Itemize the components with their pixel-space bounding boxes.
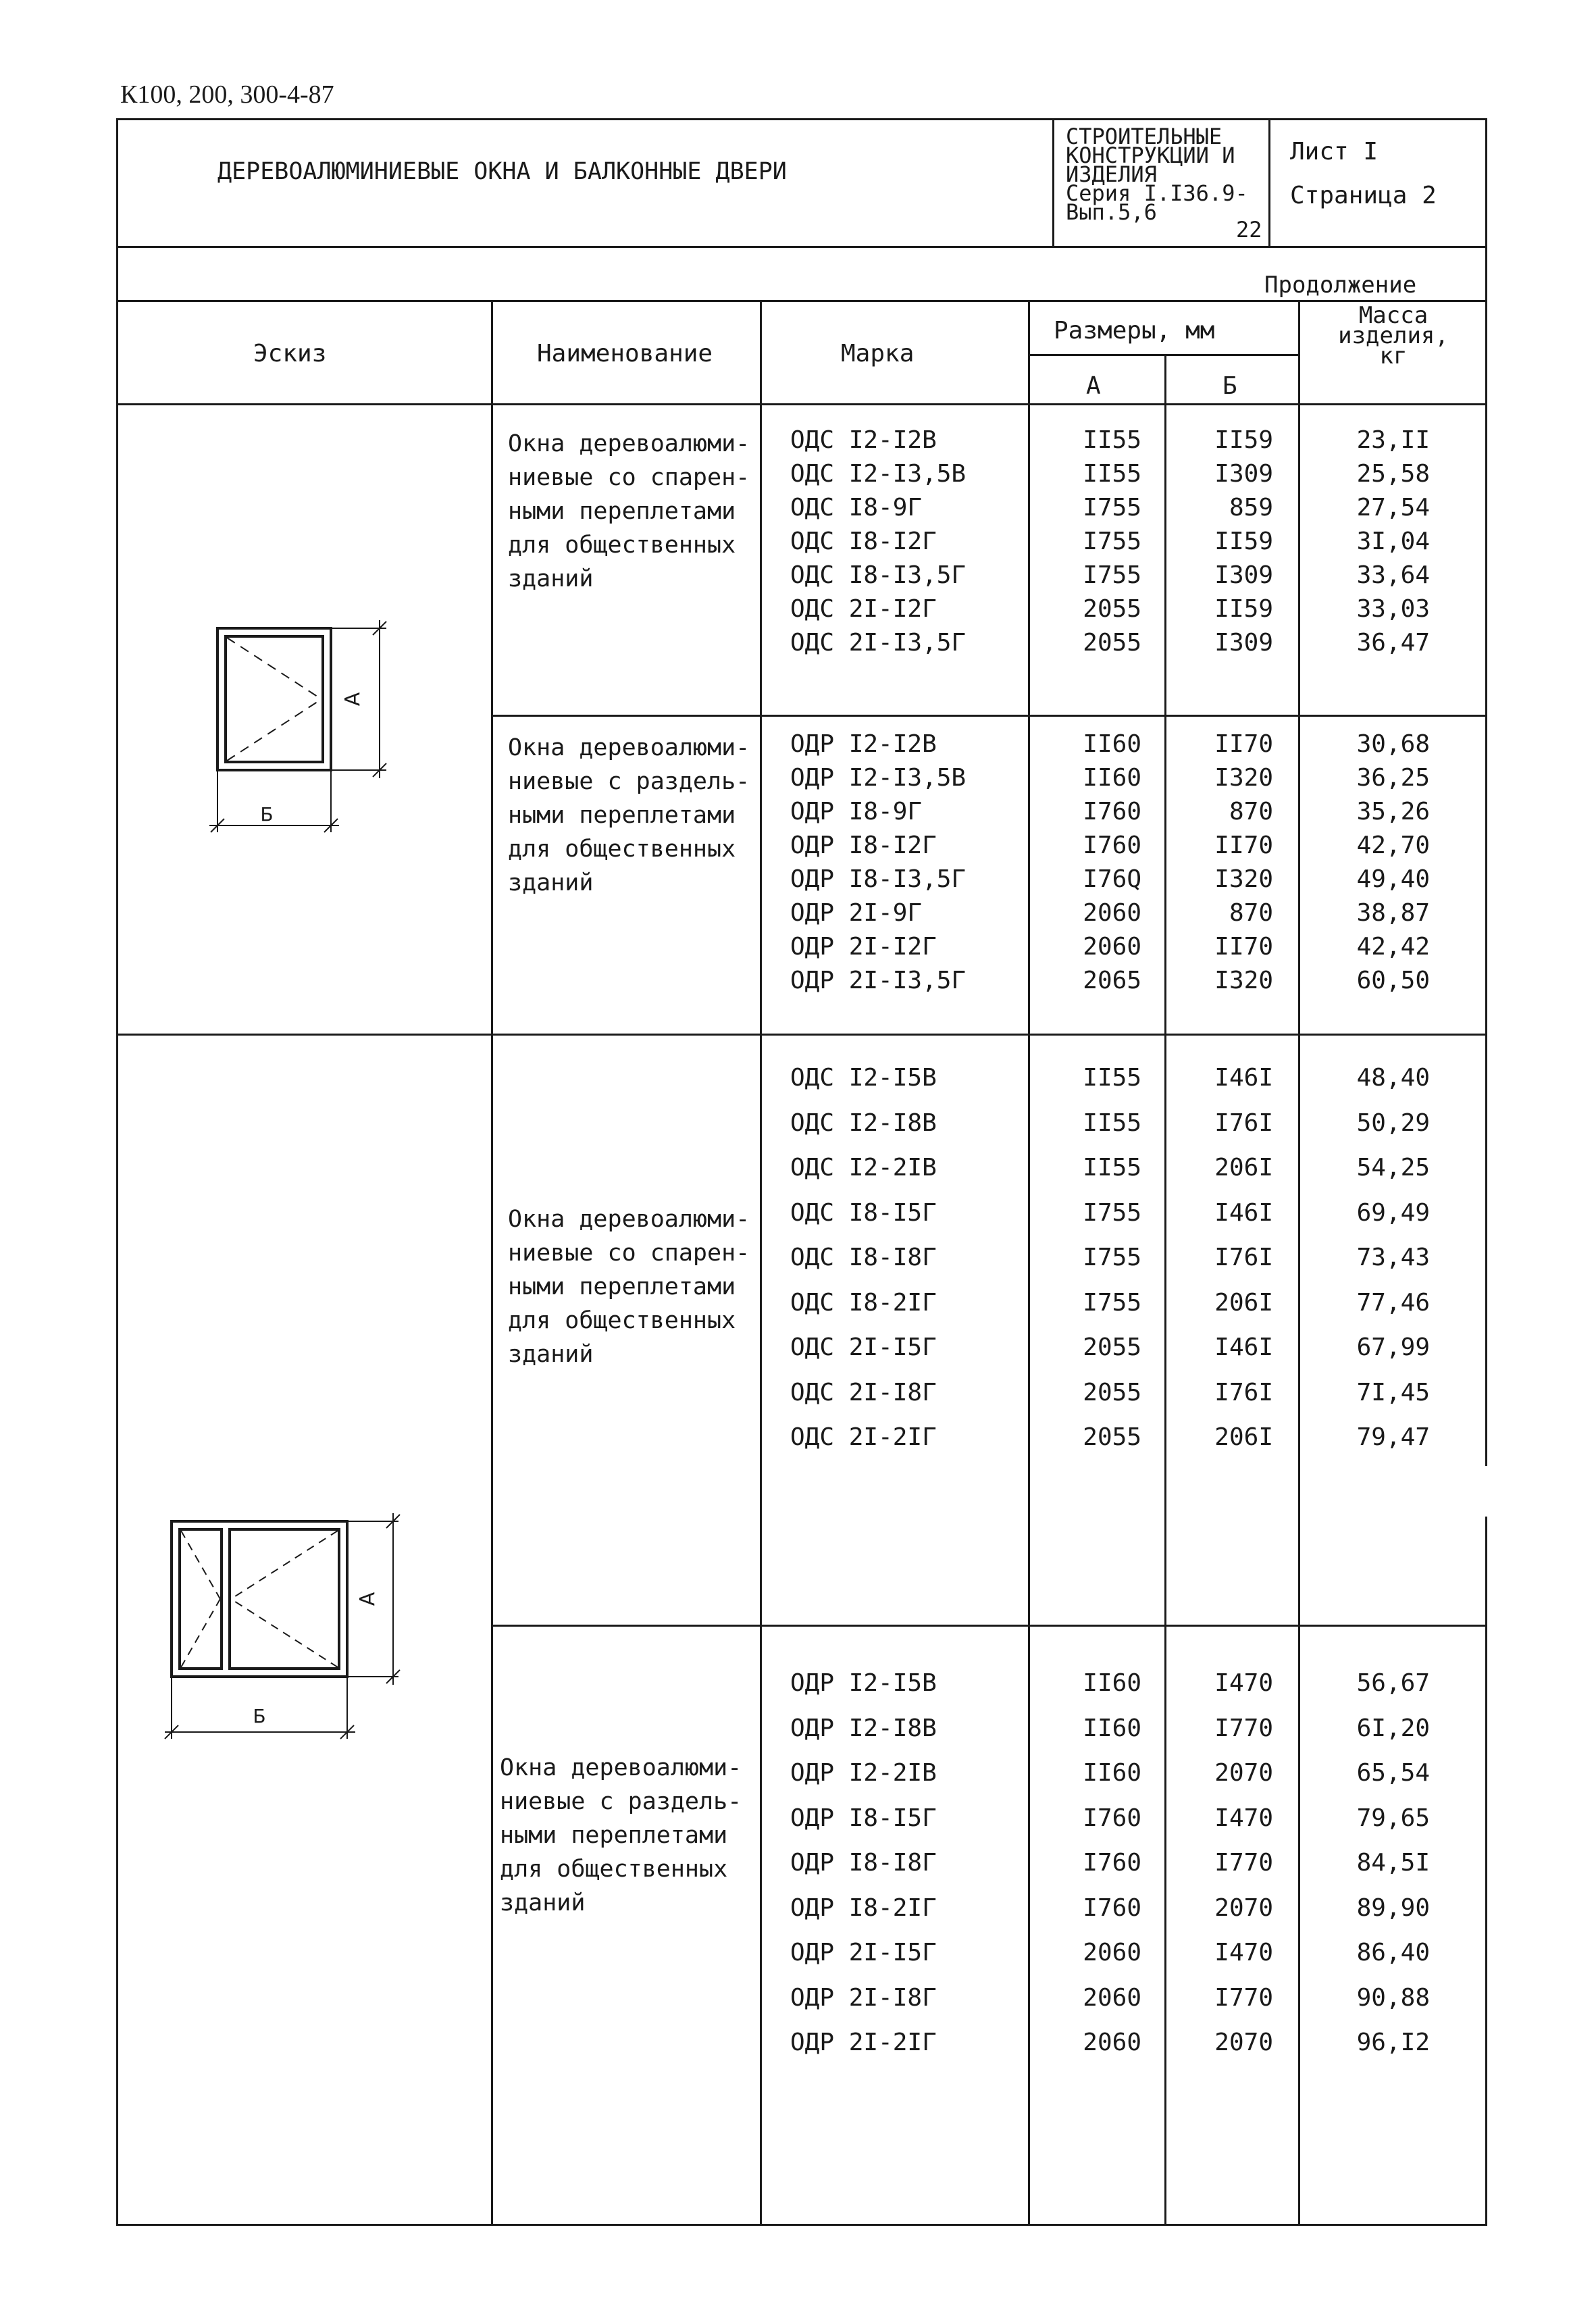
wide-sash [230, 1529, 339, 1669]
mark-cell: ОДР 2I-I3,5Г [790, 967, 967, 994]
mass-header-line-1: Масса [1358, 302, 1428, 329]
wide-dash-2 [231, 1599, 338, 1667]
mark-cell: ОДР I2-I5В [790, 1669, 937, 1697]
name-line: ниевые с раздель- [500, 1788, 742, 1815]
dim-label-b: Б [260, 803, 274, 825]
dim-label-a: А [356, 1592, 380, 1606]
mark-cell: ОДР 2I-I2Г [790, 933, 937, 961]
dim-a-cell: I760 [1083, 832, 1141, 859]
series-block [1066, 124, 1265, 225]
mass-cell: 23,II [1356, 426, 1430, 454]
mark-cell: ОДР I8-9Г [790, 798, 923, 825]
name-line: для общественных [508, 1307, 736, 1334]
dim-a-cell: 2055 [1083, 1333, 1141, 1361]
header-divider-2 [1268, 118, 1270, 247]
mark-cell: ОДС I2-I5В [790, 1064, 937, 1092]
mass-cell: 33,64 [1356, 561, 1430, 589]
name-line: ниевые со спарен- [508, 464, 750, 491]
mark-cell: ОДС I8-I3,5Г [790, 561, 967, 589]
dims-sub-line [1028, 354, 1299, 356]
dim-a-cell: I755 [1083, 494, 1141, 522]
dim-b-cell: II70 [1214, 832, 1273, 859]
name-line: зданий [500, 1889, 586, 1916]
mark-cell: ОДР 2I-9Г [790, 899, 923, 927]
dim-b-cell: 870 [1229, 798, 1273, 825]
opening-dash-1 [227, 638, 321, 699]
name-line: для общественных [500, 1856, 728, 1883]
dim-a-cell: I755 [1083, 561, 1141, 589]
mark-cell: ОДС 2I-I5Г [790, 1333, 937, 1361]
group-sep-1 [493, 715, 1487, 717]
dim-b-cell: 206I [1214, 1423, 1273, 1451]
mark-cell: ОДР I2-I2В [790, 730, 937, 758]
mark-cell: ОДС I2-I3,5В [790, 460, 967, 488]
col-header-mass [1302, 302, 1485, 370]
mark-cell: ОДС I8-9Г [790, 494, 923, 522]
mass-cell: 77,46 [1356, 1289, 1430, 1317]
col-line-mark [760, 300, 762, 2225]
name-line: ными переплетами [508, 802, 736, 829]
dim-b-cell: I76I [1214, 1244, 1273, 1271]
mass-cell: 30,68 [1356, 730, 1430, 758]
dim-a-cell: II55 [1083, 460, 1141, 488]
dim-a-cell: II60 [1083, 764, 1141, 792]
dim-b-cell: II70 [1214, 730, 1273, 758]
mark-cell: ОДР 2I-I5Г [790, 1939, 937, 1966]
dim-label-a: А [341, 692, 365, 707]
dim-b-cell: I46I [1214, 1199, 1273, 1227]
series-line-3: ИЗДЕЛИЯ [1066, 161, 1157, 187]
window-sash [226, 636, 323, 762]
mass-cell: 60,50 [1356, 967, 1430, 994]
document-code: К100, 200, 300-4-87 [120, 80, 334, 109]
name-line: ниевые со спарен- [508, 1240, 750, 1267]
dim-a-cell: II55 [1083, 426, 1141, 454]
mass-header-line-2: изделия, [1338, 322, 1449, 349]
name-line: ниевые с раздель- [508, 768, 750, 795]
dim-a-cell: II60 [1083, 1714, 1141, 1742]
dim-b-cell: I309 [1214, 629, 1273, 657]
mass-cell: 79,65 [1356, 1804, 1430, 1832]
mass-cell: 7I,45 [1356, 1379, 1430, 1406]
series-line-5: Вып.5,6 [1066, 199, 1157, 225]
mark-cell: ОДР I2-I3,5В [790, 764, 967, 792]
window-outer-frame [172, 1521, 347, 1677]
dim-b-cell: I320 [1214, 764, 1273, 792]
dim-label-b: Б [253, 1705, 266, 1727]
dim-a-cell: I760 [1083, 1804, 1141, 1832]
mass-cell: 27,54 [1356, 494, 1430, 522]
mass-cell: 84,5I [1356, 1849, 1430, 1877]
mass-cell: 42,70 [1356, 832, 1430, 859]
mass-cell: 67,99 [1356, 1333, 1430, 1361]
mark-cell: ОДР 2I-I8Г [790, 1984, 937, 2012]
mark-cell: ОДР I8-I5Г [790, 1804, 937, 1832]
dim-a-cell: II60 [1083, 730, 1141, 758]
dim-b-cell: I46I [1214, 1333, 1273, 1361]
col-line-b [1164, 354, 1166, 2225]
dim-b-cell: I770 [1214, 1984, 1273, 2012]
sketch-single-window [203, 608, 405, 838]
col-header-dims: Размеры, мм [1054, 317, 1215, 345]
name-line: Окна деревоалюми- [500, 1754, 742, 1781]
dim-a-cell: 2055 [1083, 629, 1141, 657]
dim-b-cell: I76I [1214, 1109, 1273, 1137]
mark-cell: ОДС I2-I2В [790, 426, 937, 454]
dim-b-cell: I470 [1214, 1804, 1273, 1832]
mass-cell: 48,40 [1356, 1064, 1430, 1092]
mass-cell: 33,03 [1356, 595, 1430, 623]
mark-cell: ОДС I8-I5Г [790, 1199, 937, 1227]
page-label: Страница 2 [1290, 182, 1437, 209]
dim-a-cell: I755 [1083, 1199, 1141, 1227]
dim-b-cell: II59 [1214, 426, 1273, 454]
mark-cell: ОДС 2I-I3,5Г [790, 629, 967, 657]
mass-cell: 42,42 [1356, 933, 1430, 961]
dim-b-cell: 859 [1229, 494, 1273, 522]
dim-a-cell: 2055 [1083, 1379, 1141, 1406]
dim-a-cell: I76Q [1083, 865, 1141, 893]
mark-cell: ОДР I8-I8Г [790, 1849, 937, 1877]
dim-b-cell: II59 [1214, 528, 1273, 555]
mark-cell: ОДС I2-2IВ [790, 1154, 937, 1181]
mass-cell: 25,58 [1356, 460, 1430, 488]
mark-cell: ОДР I2-2IВ [790, 1759, 937, 1787]
mass-cell: 79,47 [1356, 1423, 1430, 1451]
col-header-name: Наименование [537, 340, 713, 367]
col-header-sketch: Эскиз [253, 340, 327, 367]
mark-cell: ОДР I8-2IГ [790, 1894, 937, 1922]
dim-a-cell: 2060 [1083, 2029, 1141, 2056]
name-line: Окна деревоалюми- [508, 734, 750, 761]
table-top-line [116, 300, 1487, 302]
document-title: ДЕРЕВОАЛЮМИНИЕВЫЕ ОКНА И БАЛКОННЫЕ ДВЕРИ [217, 158, 787, 185]
series-number: 22 [1236, 217, 1262, 243]
dim-a-cell: 2060 [1083, 1984, 1141, 2012]
sheet-label: Лист I [1290, 138, 1379, 166]
mass-cell: 6I,20 [1356, 1714, 1430, 1742]
dim-a-cell: II55 [1083, 1154, 1141, 1181]
dim-a-cell: 2060 [1083, 1939, 1141, 1966]
section-sep [116, 1034, 1487, 1036]
col-line-mass [1298, 300, 1300, 2225]
dim-b-cell: 206I [1214, 1289, 1273, 1317]
mass-cell: 35,26 [1356, 798, 1430, 825]
narrow-dash-2 [181, 1599, 220, 1667]
col-header-mark: Марка [841, 340, 915, 367]
dim-a-cell: 2055 [1083, 1423, 1141, 1451]
mass-cell: 50,29 [1356, 1109, 1430, 1137]
dim-a-cell: 2060 [1083, 899, 1141, 927]
mass-cell: 90,88 [1356, 1984, 1430, 2012]
frame-top-line [116, 118, 1487, 120]
dim-a-cell: I755 [1083, 528, 1141, 555]
narrow-sash [180, 1529, 222, 1669]
series-line-2: КОНСТРУКЦИИ И [1066, 143, 1235, 168]
dim-a-cell: I760 [1083, 798, 1141, 825]
mark-cell: ОДР 2I-2IГ [790, 2029, 937, 2056]
name-line: ными переплетами [508, 1273, 736, 1300]
dim-b-cell: I320 [1214, 865, 1273, 893]
dim-b-cell: I320 [1214, 967, 1273, 994]
mark-cell: ОДС I8-2IГ [790, 1289, 937, 1317]
mark-cell: ОДР I8-I2Г [790, 832, 937, 859]
mark-cell: ОДС I2-I8В [790, 1109, 937, 1137]
dim-a-cell: II60 [1083, 1759, 1141, 1787]
dim-b-cell: I76I [1214, 1379, 1273, 1406]
name-line: Окна деревоалюми- [508, 430, 750, 457]
dim-b-cell: II59 [1214, 595, 1273, 623]
dim-b-cell: 206I [1214, 1154, 1273, 1181]
header-bottom-line [116, 246, 1487, 248]
mark-cell: ОДС 2I-I2Г [790, 595, 937, 623]
group-sep-3 [493, 1625, 1487, 1627]
dim-b-cell: I770 [1214, 1849, 1273, 1877]
mass-cell: 86,40 [1356, 1939, 1430, 1966]
mass-cell: 36,25 [1356, 764, 1430, 792]
col-header-a: А [1086, 372, 1101, 400]
dim-a-cell: 2055 [1083, 595, 1141, 623]
wide-dash-1 [231, 1531, 338, 1599]
dim-a-cell: I755 [1083, 1244, 1141, 1271]
dim-b-cell: I470 [1214, 1669, 1273, 1697]
continuation-label: Продолжение [1264, 272, 1417, 299]
name-line: зданий [508, 565, 594, 592]
mark-cell: ОДР I8-I3,5Г [790, 865, 967, 893]
name-line: ными переплетами [500, 1822, 728, 1849]
frame-right-line-lower [1485, 1517, 1487, 2226]
mass-cell: 89,90 [1356, 1894, 1430, 1922]
name-line: для общественных [508, 836, 736, 863]
dim-b-cell: I309 [1214, 460, 1273, 488]
dim-b-cell: I309 [1214, 561, 1273, 589]
mark-cell: ОДС 2I-2IГ [790, 1423, 937, 1451]
mark-cell: ОДС 2I-I8Г [790, 1379, 937, 1406]
dim-a-cell: 2060 [1083, 933, 1141, 961]
col-header-b: Б [1222, 372, 1237, 400]
mass-cell: 3I,04 [1356, 528, 1430, 555]
sketch-double-window [161, 1505, 417, 1742]
name-line: ными переплетами [508, 498, 736, 525]
name-line: зданий [508, 1341, 594, 1368]
mass-cell: 38,87 [1356, 899, 1430, 927]
table-header-bottom-line [116, 403, 1487, 405]
mass-cell: 54,25 [1356, 1154, 1430, 1181]
table-bottom-line [116, 2224, 1487, 2226]
dim-a-cell: I760 [1083, 1849, 1141, 1877]
name-line: зданий [508, 869, 594, 896]
mass-cell: 56,67 [1356, 1669, 1430, 1697]
dim-b-cell: 870 [1229, 899, 1273, 927]
series-line-4: Серия I.I36.9- [1066, 180, 1248, 206]
dim-b-cell: 2070 [1214, 1759, 1273, 1787]
dim-b-cell: I470 [1214, 1939, 1273, 1966]
dim-b-cell: I770 [1214, 1714, 1273, 1742]
name-line: для общественных [508, 532, 736, 559]
mass-cell: 96,I2 [1356, 2029, 1430, 2056]
mass-cell: 65,54 [1356, 1759, 1430, 1787]
mass-cell: 36,47 [1356, 629, 1430, 657]
mass-cell: 69,49 [1356, 1199, 1430, 1227]
dim-a-cell: I760 [1083, 1894, 1141, 1922]
dim-b-cell: 2070 [1214, 2029, 1273, 2056]
col-line-name [491, 300, 493, 2225]
dim-a-cell: II60 [1083, 1669, 1141, 1697]
narrow-dash-1 [181, 1531, 220, 1599]
frame-right-line [1485, 118, 1487, 1466]
mass-cell: 49,40 [1356, 865, 1430, 893]
window-outer-frame [217, 628, 331, 770]
mass-cell: 73,43 [1356, 1244, 1430, 1271]
opening-dash-2 [227, 699, 321, 761]
dim-a-cell: II55 [1083, 1109, 1141, 1137]
dim-b-cell: I46I [1214, 1064, 1273, 1092]
dim-b-cell: 2070 [1214, 1894, 1273, 1922]
mark-cell: ОДС I8-I2Г [790, 528, 937, 555]
col-line-a [1028, 300, 1030, 2225]
series-line-1: СТРОИТЕЛЬНЫЕ [1066, 124, 1222, 149]
frame-left-line [116, 118, 118, 2226]
mark-cell: ОДР I2-I8В [790, 1714, 937, 1742]
mark-cell: ОДС I8-I8Г [790, 1244, 937, 1271]
dim-b-cell: II70 [1214, 933, 1273, 961]
name-line: Окна деревоалюми- [508, 1206, 750, 1233]
dim-a-cell: 2065 [1083, 967, 1141, 994]
mass-header-line-3: кг [1379, 342, 1408, 370]
header-divider-1 [1052, 118, 1054, 247]
dim-a-cell: II55 [1083, 1064, 1141, 1092]
dim-a-cell: I755 [1083, 1289, 1141, 1317]
